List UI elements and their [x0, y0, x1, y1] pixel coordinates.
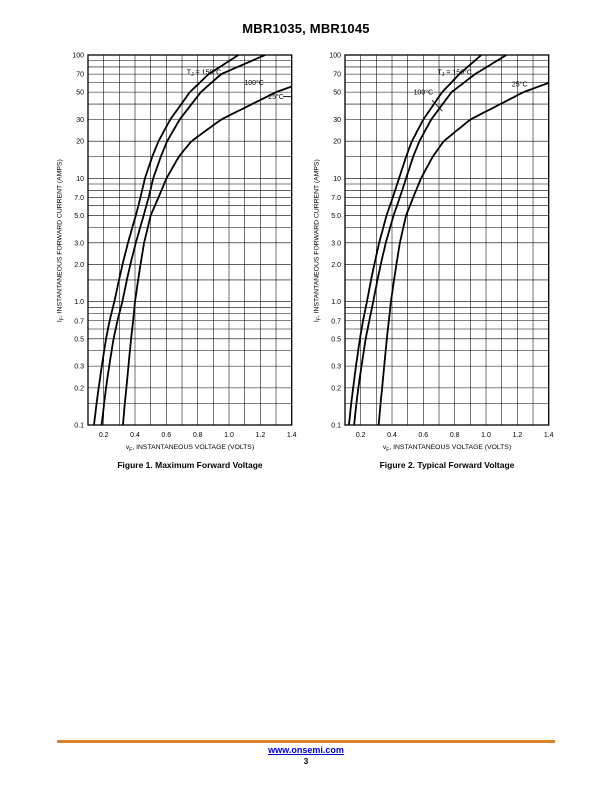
y-tick-label: 0.5 — [74, 336, 84, 344]
figure-2-caption: Figure 2. Typical Forward Voltage — [379, 460, 515, 470]
x-tick-label: 0.2 — [98, 432, 109, 439]
x-tick-label: 1.4 — [543, 432, 554, 439]
x-tick-label: 1.2 — [512, 432, 523, 439]
plot-border — [88, 55, 292, 425]
y-tick-label: 0.1 — [74, 422, 84, 430]
y-tick-label: 1.0 — [74, 299, 84, 307]
y-tick-label: 5.0 — [74, 213, 84, 220]
figure-2-chart — [302, 47, 564, 450]
onsemi-link[interactable]: www.onsemi.com — [268, 745, 344, 755]
curve-label: 100°C — [244, 79, 264, 87]
y-tick-label: 2.0 — [331, 262, 341, 269]
y-tick-label: 2.0 — [74, 262, 84, 269]
figure-1-chart — [45, 47, 307, 450]
curve-label: 100°C — [413, 89, 434, 97]
x-tick-label: 0.6 — [161, 432, 172, 439]
curve-label: 25°C — [268, 94, 284, 101]
x-tick-label: 0.6 — [418, 432, 429, 439]
y-tick-label: 50 — [76, 89, 84, 97]
y-tick-label: 0.2 — [74, 385, 84, 393]
y-tick-label: 70 — [76, 71, 84, 79]
y-tick-label: 20 — [76, 138, 84, 146]
x-tick-label: 1.4 — [286, 432, 297, 439]
y-tick-label: 20 — [333, 138, 341, 146]
x-tick-label: 0.2 — [355, 432, 366, 439]
y-tick-label: 100 — [72, 52, 84, 60]
x-tick-label: 1.0 — [224, 432, 234, 439]
y-tick-label: 10 — [76, 175, 84, 183]
x-tick-label: 0.8 — [449, 432, 460, 439]
y-tick-label: 1.0 — [331, 299, 341, 307]
curve-label: 25°C — [511, 81, 528, 89]
y-tick-label: 0.5 — [331, 336, 341, 344]
y-tick-label: 50 — [333, 89, 341, 97]
curve-tj-150-c — [349, 55, 481, 425]
x-tick-label: 0.8 — [192, 432, 203, 439]
y-tick-label: 3.0 — [74, 240, 84, 248]
curve-25-c — [379, 55, 564, 425]
page-title: MBR1035, MBR1045 — [242, 21, 370, 36]
figure-1-y-axis-title: $I_F$, INSTANTANEOUS FORWARD CURRENT (AMPS) — [56, 159, 66, 323]
figure-2-y-axis-title: $I_F$, INSTANTANEOUS FORWARD CURRENT (AMPS) — [313, 159, 323, 323]
x-tick-label: 1.0 — [481, 432, 491, 439]
y-tick-label: 0.7 — [331, 318, 341, 326]
y-tick-label: 0.1 — [331, 422, 341, 430]
x-tick-label: 0.4 — [130, 432, 140, 439]
y-tick-label: 0.2 — [331, 385, 341, 393]
figure-2-x-axis-title: $v_F$, INSTANTANEOUS VOLTAGE (VOLTS) — [382, 444, 512, 454]
y-tick-label: 3.0 — [331, 240, 341, 248]
y-tick-label: 70 — [333, 71, 341, 79]
y-tick-label: 0.3 — [331, 363, 341, 371]
figure-1-caption: Figure 1. Maximum Forward Voltage — [117, 460, 263, 470]
curve-label: $T_J = 150^\circ C$ — [186, 69, 222, 78]
y-tick-label: 30 — [333, 117, 341, 124]
footer-rule — [57, 740, 555, 743]
page-number: 3 — [303, 757, 309, 766]
y-tick-label: 100 — [329, 52, 341, 60]
y-tick-label: 0.7 — [74, 318, 84, 326]
y-tick-label: 5.0 — [331, 213, 341, 220]
curve-label: $T_J = 150^\circ C$ — [437, 69, 472, 78]
y-tick-label: 10 — [333, 175, 341, 183]
x-tick-label: 1.2 — [255, 432, 266, 439]
y-tick-label: 30 — [76, 117, 84, 124]
y-tick-label: 7.0 — [331, 194, 341, 202]
y-tick-label: 7.0 — [74, 194, 84, 202]
x-tick-label: 0.4 — [387, 432, 397, 439]
plot-border — [345, 55, 549, 425]
figure-1-x-axis-title: $v_F$, INSTANTANEOUS VOLTAGE (VOLTS) — [125, 444, 255, 454]
y-tick-label: 0.3 — [74, 363, 84, 371]
